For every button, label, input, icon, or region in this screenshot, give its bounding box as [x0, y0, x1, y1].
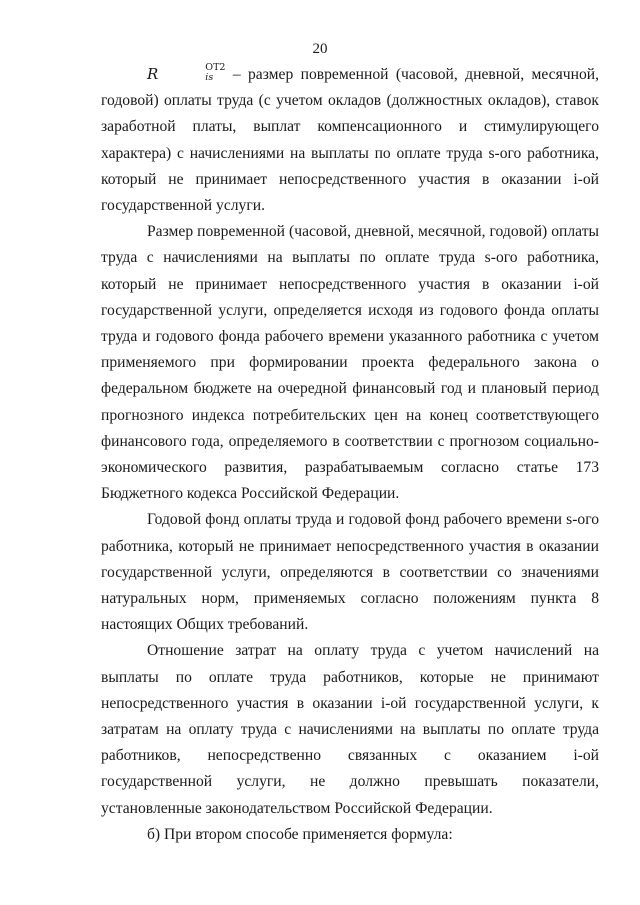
paragraph-annual-fund: Годовой фонд оплаты труда и годовой фонд рабочего времени s-ого работника, который не принимает непосредственного участия в оказании государственной услуги, определяются в соответствии со значениями натуральных норм, применяемых согласно положениям пункта 8 настоящих Общих требований.: [101, 511, 599, 634]
paragraph-second-method: б) При втором способе применяется формула:: [147, 825, 453, 843]
paragraph-annual-wage-size: Размер повременной (часовой, дневной, месячной, годовой) оплаты труда с начислениями на выплаты по оплате труда s-ого работника, который не принимает непосредственного участия в оказании i-ой государственной услуги, определяется исходя из годового фонда оплаты труда и годового фонда рабочего времени указанного работника с учетом применяемого при формировании проекта федерального закона о федеральном бюджете на очередной финансовый год и плановый период прогнозного индекса потребительских цен на конец соответствующего финансового года, определяемого в соответствии с прогнозом социально-экономического развития, разрабатываемым согласно статье 173 Бюджетного кодекса Российской Федерации.: [101, 223, 599, 503]
paragraph-cost-ratio: Отношение затрат на оплату труда с учетом начислений на выплаты по оплате труда работников, которые не принимают непосредственного участия в оказании i-ой государственной услуги, к затратам на оплату труда с начислениями на выплаты по оплате труда работников, непосредственно связанных с оказанием i-ой государственной услуги, не должно превышать показатели, установленные законодательством Российской Федерации.: [101, 642, 599, 817]
formula-symbol-subscript: is: [205, 72, 214, 83]
formula-definition-text: – размер повременной (часовой, дневной, месячной, годовой) оплаты труда (с учетом окладов (должностных окладов), ставок заработной платы, выплат компенсационного и стимулирующего характера) с начислениями на выплаты по оплате труда s-ого работника, который не принимает непосредственного участия в оказании i-ой государственной услуги.: [101, 66, 599, 215]
formula-symbol: [147, 62, 226, 83]
formula-symbol-superscript: OT2: [205, 62, 226, 73]
formula-definition-paragraph: [101, 61, 599, 219]
formula-symbol-base: R: [147, 65, 159, 83]
document-body: [101, 61, 599, 848]
page-number: 20: [312, 41, 328, 57]
